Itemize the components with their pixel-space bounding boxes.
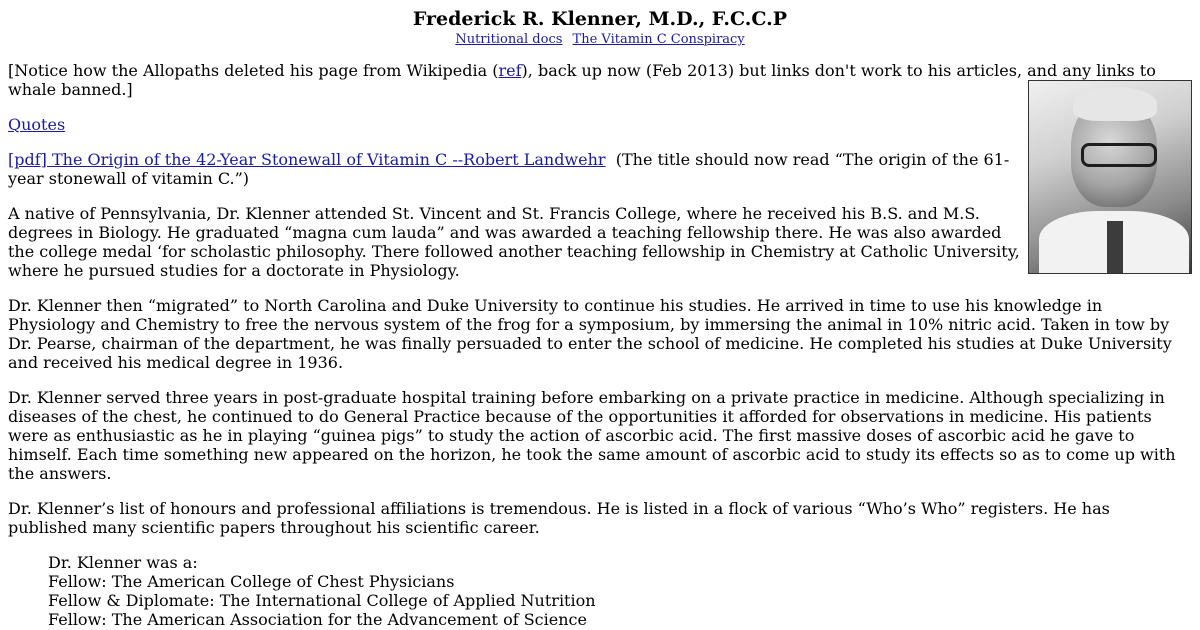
pdf-paragraph bbox=[8, 150, 1192, 188]
notice-text-start: [Notice how the Allopaths deleted his page from Wikipedia ( bbox=[8, 61, 499, 80]
affiliations-list bbox=[48, 553, 1192, 629]
page-header bbox=[0, 0, 1200, 48]
ref-link[interactable]: ref bbox=[498, 61, 522, 80]
bio-paragraph: A native of Pennsylvania, Dr. Klenner attended St. Vincent and St. Francis College, where he received his B.S. and M.S. degrees in Biology. He graduated “magna cum lauda” and was awarded a teaching fellowship there. He was also awarded the college medal ‘for scholastic philosophy. There followed another teaching fellowship in Chemistry at Catholic University, where he pursued studies for a doctorate in Physiology. bbox=[8, 204, 1020, 280]
notice-text-end: ), back up now (Feb 2013) but links don't work to his articles, and any links to whale banned.] bbox=[8, 61, 1156, 99]
article-body bbox=[0, 61, 1200, 629]
duke-paragraph: Dr. Klenner then “migrated” to North Carolina and Duke University to continue his studies. He arrived in time to use his knowledge in Physiology and Chemistry to free the nervous system of the frog for a symposium, by immersing the animal in 10% nitric acid. Taken in tow by Dr. Pearse, chairman of the department, he was finally persuaded to enter the school of medicine. He completed his studies at Duke University and received his medical degree in 1936. bbox=[8, 296, 1172, 372]
affiliation-item: Fellow: The American College of Chest Physicians bbox=[48, 572, 455, 591]
pdf-stonewall-link[interactable]: [pdf] The Origin of the 42-Year Stonewall of Vitamin C --Robert Landwehr bbox=[8, 150, 606, 169]
klenner-portrait bbox=[1028, 80, 1192, 274]
affiliation-item: Fellow: The American Association for the Advancement of Science bbox=[48, 610, 587, 629]
quotes-link[interactable]: Quotes bbox=[8, 115, 66, 134]
wikipedia-notice bbox=[8, 61, 1192, 99]
practice-paragraph: Dr. Klenner served three years in post-graduate hospital training before embarking on a private practice in medicine. Although specializing in diseases of the chest, he continued to do General Practice because of the opportunities it afforded for observations in medicine. His patients were as enthusiastic as he in playing “guinea pigs” to study the action of ascorbic acid. The first massive doses of ascorbic acid he gave to himself. Each time something new appeared on the horizon, he took the same amount of ascorbic acid to study its effects so as to come up with the answers. bbox=[8, 388, 1176, 483]
affiliation-item: Fellow & Diplomate: The International College of Applied Nutrition bbox=[48, 591, 596, 610]
nutritional-docs-link[interactable]: Nutritional docs bbox=[455, 32, 563, 47]
pdf-title-note: (The title should now read “The origin of the 61-year stonewall of vitamin C.”) bbox=[8, 150, 1010, 188]
nav-links bbox=[0, 31, 1200, 48]
vitamin-c-conspiracy-link[interactable]: The Vitamin C Conspiracy bbox=[572, 32, 745, 47]
quotes-paragraph bbox=[8, 115, 1192, 134]
page-title: Frederick R. Klenner, M.D., F.C.C.P bbox=[412, 8, 788, 30]
honours-paragraph: Dr. Klenner’s list of honours and professional affiliations is tremendous. He is listed in a flock of various “Who’s Who” registers. He has published many scientific papers throughout his scientific career. bbox=[8, 499, 1110, 537]
affiliation-intro: Dr. Klenner was a: bbox=[48, 553, 198, 572]
